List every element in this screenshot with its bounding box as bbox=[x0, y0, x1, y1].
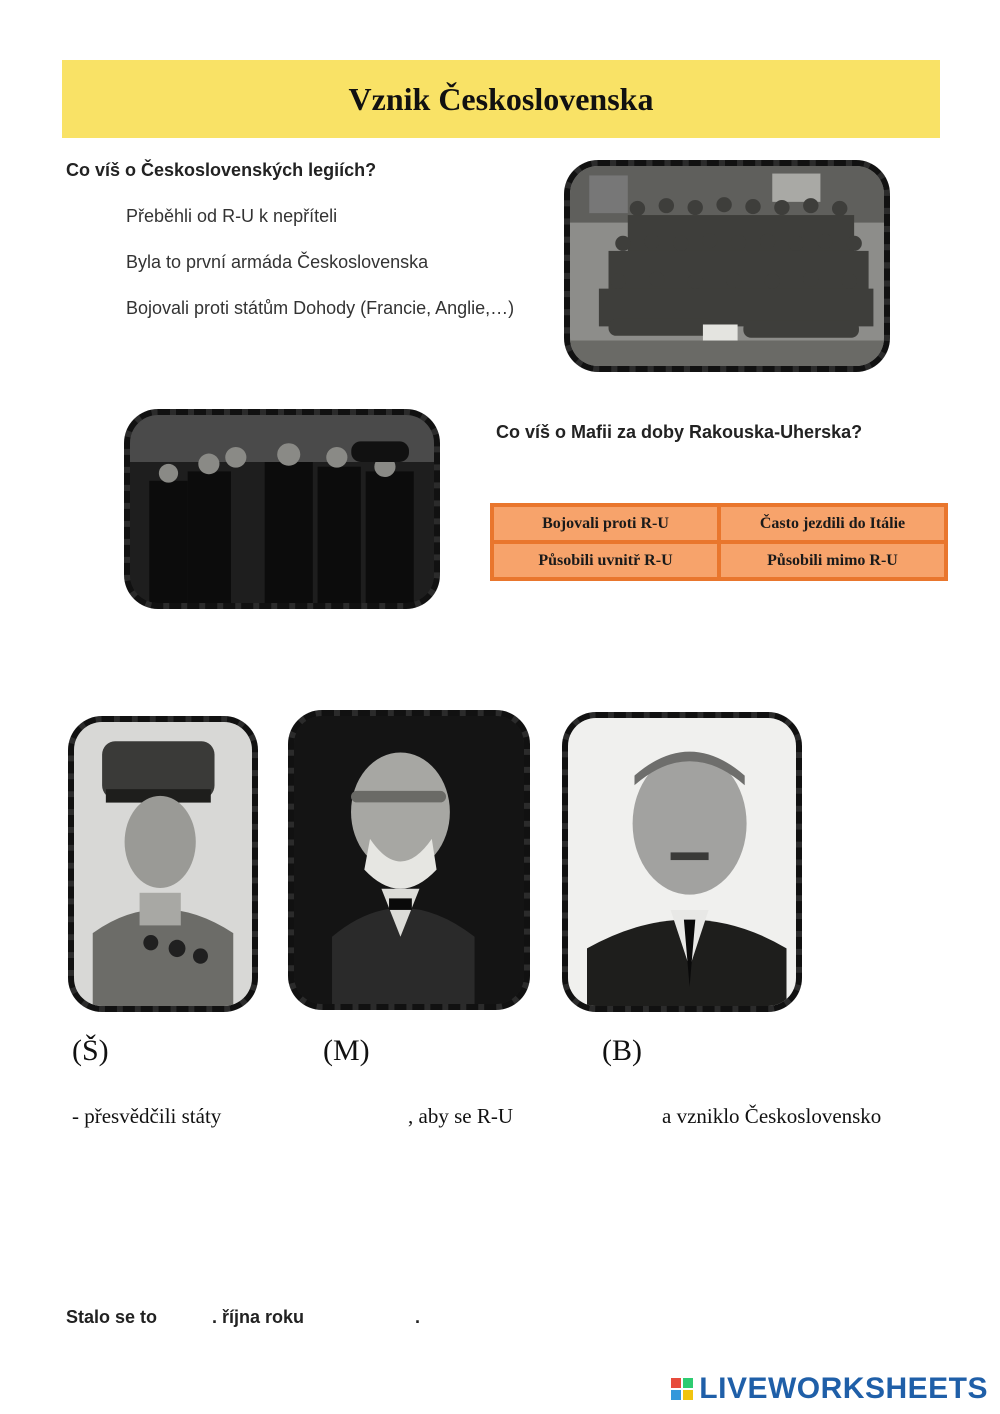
legions-option-3[interactable]: Bojovali proti státům Dohody (Francie, Anglie,…) bbox=[126, 298, 515, 318]
portrait-stefanik bbox=[68, 716, 258, 1012]
mafia-crowd-photo bbox=[124, 409, 440, 609]
liveworksheets-logo bbox=[671, 1372, 988, 1406]
mafia-answer-cell[interactable]: Působili mimo R-U bbox=[721, 544, 944, 577]
page-title: Vznik Československa bbox=[348, 80, 654, 117]
legions-option-1[interactable]: Přeběhli od R-U k nepříteli bbox=[126, 206, 338, 226]
date-question-part-2: . října roku bbox=[212, 1307, 305, 1327]
sentence-part-3: a vzniklo Československo bbox=[662, 1104, 882, 1128]
portrait-benes bbox=[562, 712, 802, 1012]
liveworksheets-logo-icon bbox=[671, 1378, 693, 1400]
portrait-label-m: (M) bbox=[323, 1034, 370, 1067]
mafia-answer-table bbox=[490, 503, 948, 581]
title-banner bbox=[62, 60, 940, 138]
date-question-part-1: Stalo se to bbox=[66, 1307, 158, 1327]
sentence-blank-1[interactable] bbox=[248, 1100, 398, 1130]
mafia-answer-cell[interactable]: Působili uvnitř R-U bbox=[494, 544, 717, 577]
portrait-label-b: (B) bbox=[602, 1034, 642, 1067]
date-question-part-3: . bbox=[415, 1307, 421, 1327]
sentence-blank-2[interactable] bbox=[534, 1100, 652, 1130]
legions-option-2[interactable]: Byla to první armáda Československa bbox=[126, 252, 429, 272]
portrait-masaryk bbox=[288, 710, 530, 1010]
date-day-blank[interactable] bbox=[172, 1302, 206, 1330]
mafia-answer-cell[interactable]: Bojovali proti R-U bbox=[494, 507, 717, 540]
portrait-label-s: (Š) bbox=[72, 1034, 109, 1067]
legion-group-photo bbox=[564, 160, 890, 372]
mafia-question: Co víš o Mafii za doby Rakouska-Uherska? bbox=[496, 422, 863, 442]
sentence-part-2: , aby se R-U bbox=[408, 1104, 513, 1128]
liveworksheets-logo-text: LIVEWORKSHEETS bbox=[699, 1372, 988, 1405]
sentence-part-1: - přesvědčili státy bbox=[72, 1104, 222, 1128]
legions-question: Co víš o Československých legiích? bbox=[66, 160, 377, 180]
date-year-blank[interactable] bbox=[322, 1302, 410, 1330]
mafia-answer-cell[interactable]: Často jezdili do Itálie bbox=[721, 507, 944, 540]
